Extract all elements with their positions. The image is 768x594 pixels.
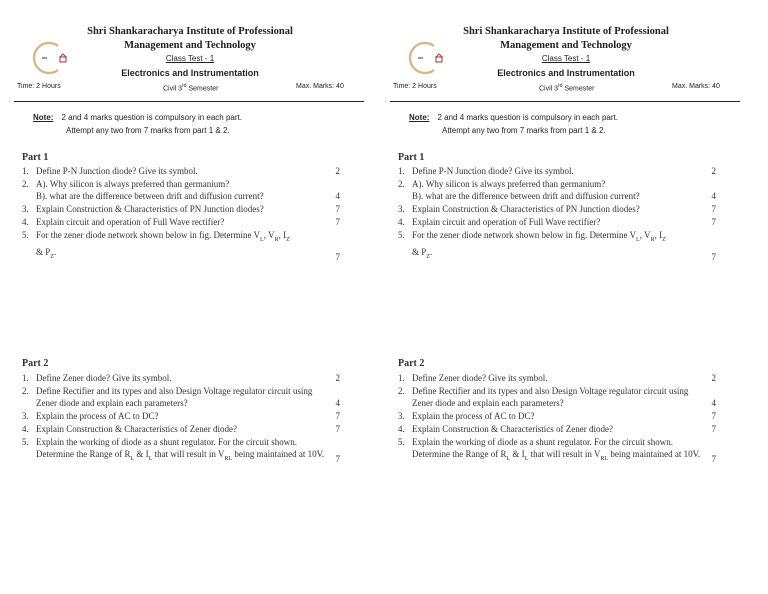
- note-line2: Attempt any two from 7 marks from part 1 & 2.: [66, 126, 230, 135]
- marks: 7: [335, 251, 340, 262]
- marks: 7: [335, 204, 340, 215]
- part1-title: Part 1: [398, 152, 425, 163]
- question: 1. Define Zener diode? Give its symbol. 2: [398, 373, 716, 383]
- question: 5. Explain the working of diode as a shunt regulator. For the circuit shown. Determine the Range of $R_L$ & $I_L$ that will result in $V_{RL}$ being maintained at 10V. 7: [398, 436, 716, 465]
- question: 2. Define Rectifier and its types and also Design Voltage regulator circuit using Zener diode and explain each parameters? 4: [398, 385, 716, 409]
- institute-name-line2: Management and Technology: [500, 40, 632, 51]
- part2-questions: [22, 372, 362, 466]
- institute-name-line2: Management and Technology: [124, 40, 256, 51]
- marks: 4: [711, 191, 716, 202]
- subject-title: Electronics and Instrumentation: [497, 68, 635, 78]
- question: 3. Explain the process of AC to DC? 7: [22, 411, 340, 422]
- note-line1: 2 and 4 marks question is compulsory in each part.: [437, 113, 618, 122]
- question: 4. Explain Construction & Characteristics of Zener diode? 7: [22, 423, 340, 434]
- question: 3. Explain the process of AC to DC? 7: [398, 411, 716, 422]
- marks: 7: [335, 216, 340, 227]
- marks: 7: [711, 204, 716, 215]
- part2-title: Part 2: [398, 358, 425, 369]
- semester-label: Civil 3rd Semester: [163, 83, 219, 93]
- question-paper-right: [376, 0, 760, 594]
- part2-questions: [398, 372, 738, 466]
- note-line2: Attempt any two from 7 marks from part 1 & 2.: [442, 126, 606, 135]
- part1-questions: [22, 165, 362, 264]
- marks: 2: [711, 166, 716, 176]
- marks: 2: [711, 373, 716, 383]
- semester-label: Civil 3rd Semester: [539, 83, 595, 93]
- marks: 7: [335, 423, 340, 434]
- instructions-note: [33, 111, 242, 137]
- marks: 4: [711, 398, 716, 409]
- question: 4. Explain circuit and operation of Full Wave rectifier? 7: [22, 216, 340, 227]
- marks: 7: [335, 454, 340, 465]
- time-label: Time: 2 Hours: [17, 83, 61, 90]
- test-title: Class Test - 1: [541, 54, 591, 63]
- part2-title: Part 2: [22, 358, 49, 369]
- question: 5. Explain the working of diode as a shunt regulator. For the circuit shown. Determine the Range of $R_L$ & $I_L$ that will result in $V_{RL}$ being maintained at 10V. 7: [22, 436, 340, 465]
- question: 4. Explain circuit and operation of Full Wave rectifier? 7: [398, 216, 716, 227]
- test-title: Class Test - 1: [165, 54, 215, 63]
- header-divider: [14, 101, 364, 102]
- marks: 2: [335, 166, 340, 176]
- marks: 7: [335, 411, 340, 422]
- question: 1. Define Zener diode? Give its symbol. 2: [22, 373, 340, 383]
- question: 1. Define P-N Junction diode? Give its symbol. 2: [22, 166, 340, 176]
- marks: 7: [711, 216, 716, 227]
- question: 2. A). Why silicon is always preferred than germanium? B). what are the difference between drift and diffusion current? 4: [398, 178, 716, 202]
- marks: 4: [335, 191, 340, 202]
- marks: 7: [711, 251, 716, 262]
- marks: 7: [711, 423, 716, 434]
- question: 5. For the zener diode network shown below in fig. Determine $V_L$, $V_R$, $I_Z$ & $P_Z$. 7: [398, 229, 716, 262]
- subject-title: Electronics and Instrumentation: [121, 68, 259, 78]
- question: 3. Explain Construction & Characteristics of PN Junction diodes? 7: [22, 204, 340, 215]
- question: 4. Explain Construction & Characteristics of Zener diode? 7: [398, 423, 716, 434]
- note-label: Note:: [33, 113, 54, 122]
- instructions-note: [409, 111, 618, 137]
- marks: 2: [335, 373, 340, 383]
- question: 1. Define P-N Junction diode? Give its symbol. 2: [398, 166, 716, 176]
- marks: 7: [711, 454, 716, 465]
- part1-questions: [398, 165, 738, 264]
- note-line1: 2 and 4 marks question is compulsory in each part.: [61, 113, 242, 122]
- question: 3. Explain Construction & Characteristics of PN Junction diodes? 7: [398, 204, 716, 215]
- note-label: Note:: [409, 113, 430, 122]
- max-marks-label: Max. Marks: 40: [296, 83, 344, 90]
- question: 2. Define Rectifier and its types and also Design Voltage regulator circuit using Zener diode and explain each parameters? 4: [22, 385, 340, 409]
- max-marks-label: Max. Marks: 40: [672, 83, 720, 90]
- institute-name-line1: Shri Shankaracharya Institute of Professional: [87, 26, 293, 37]
- question: 5. For the zener diode network shown below in fig. Determine $V_L$, $V_R$, $I_Z$ & $P_Z$. 7: [22, 229, 340, 262]
- time-label: Time: 2 Hours: [393, 83, 437, 90]
- institute-name-line1: Shri Shankaracharya Institute of Professional: [463, 26, 669, 37]
- question: 2. A). Why silicon is always preferred than germanium? B). what are the difference between drift and diffusion current? 4: [22, 178, 340, 202]
- part1-title: Part 1: [22, 152, 49, 163]
- header-divider: [390, 101, 740, 102]
- marks: 7: [711, 411, 716, 422]
- marks: 4: [335, 398, 340, 409]
